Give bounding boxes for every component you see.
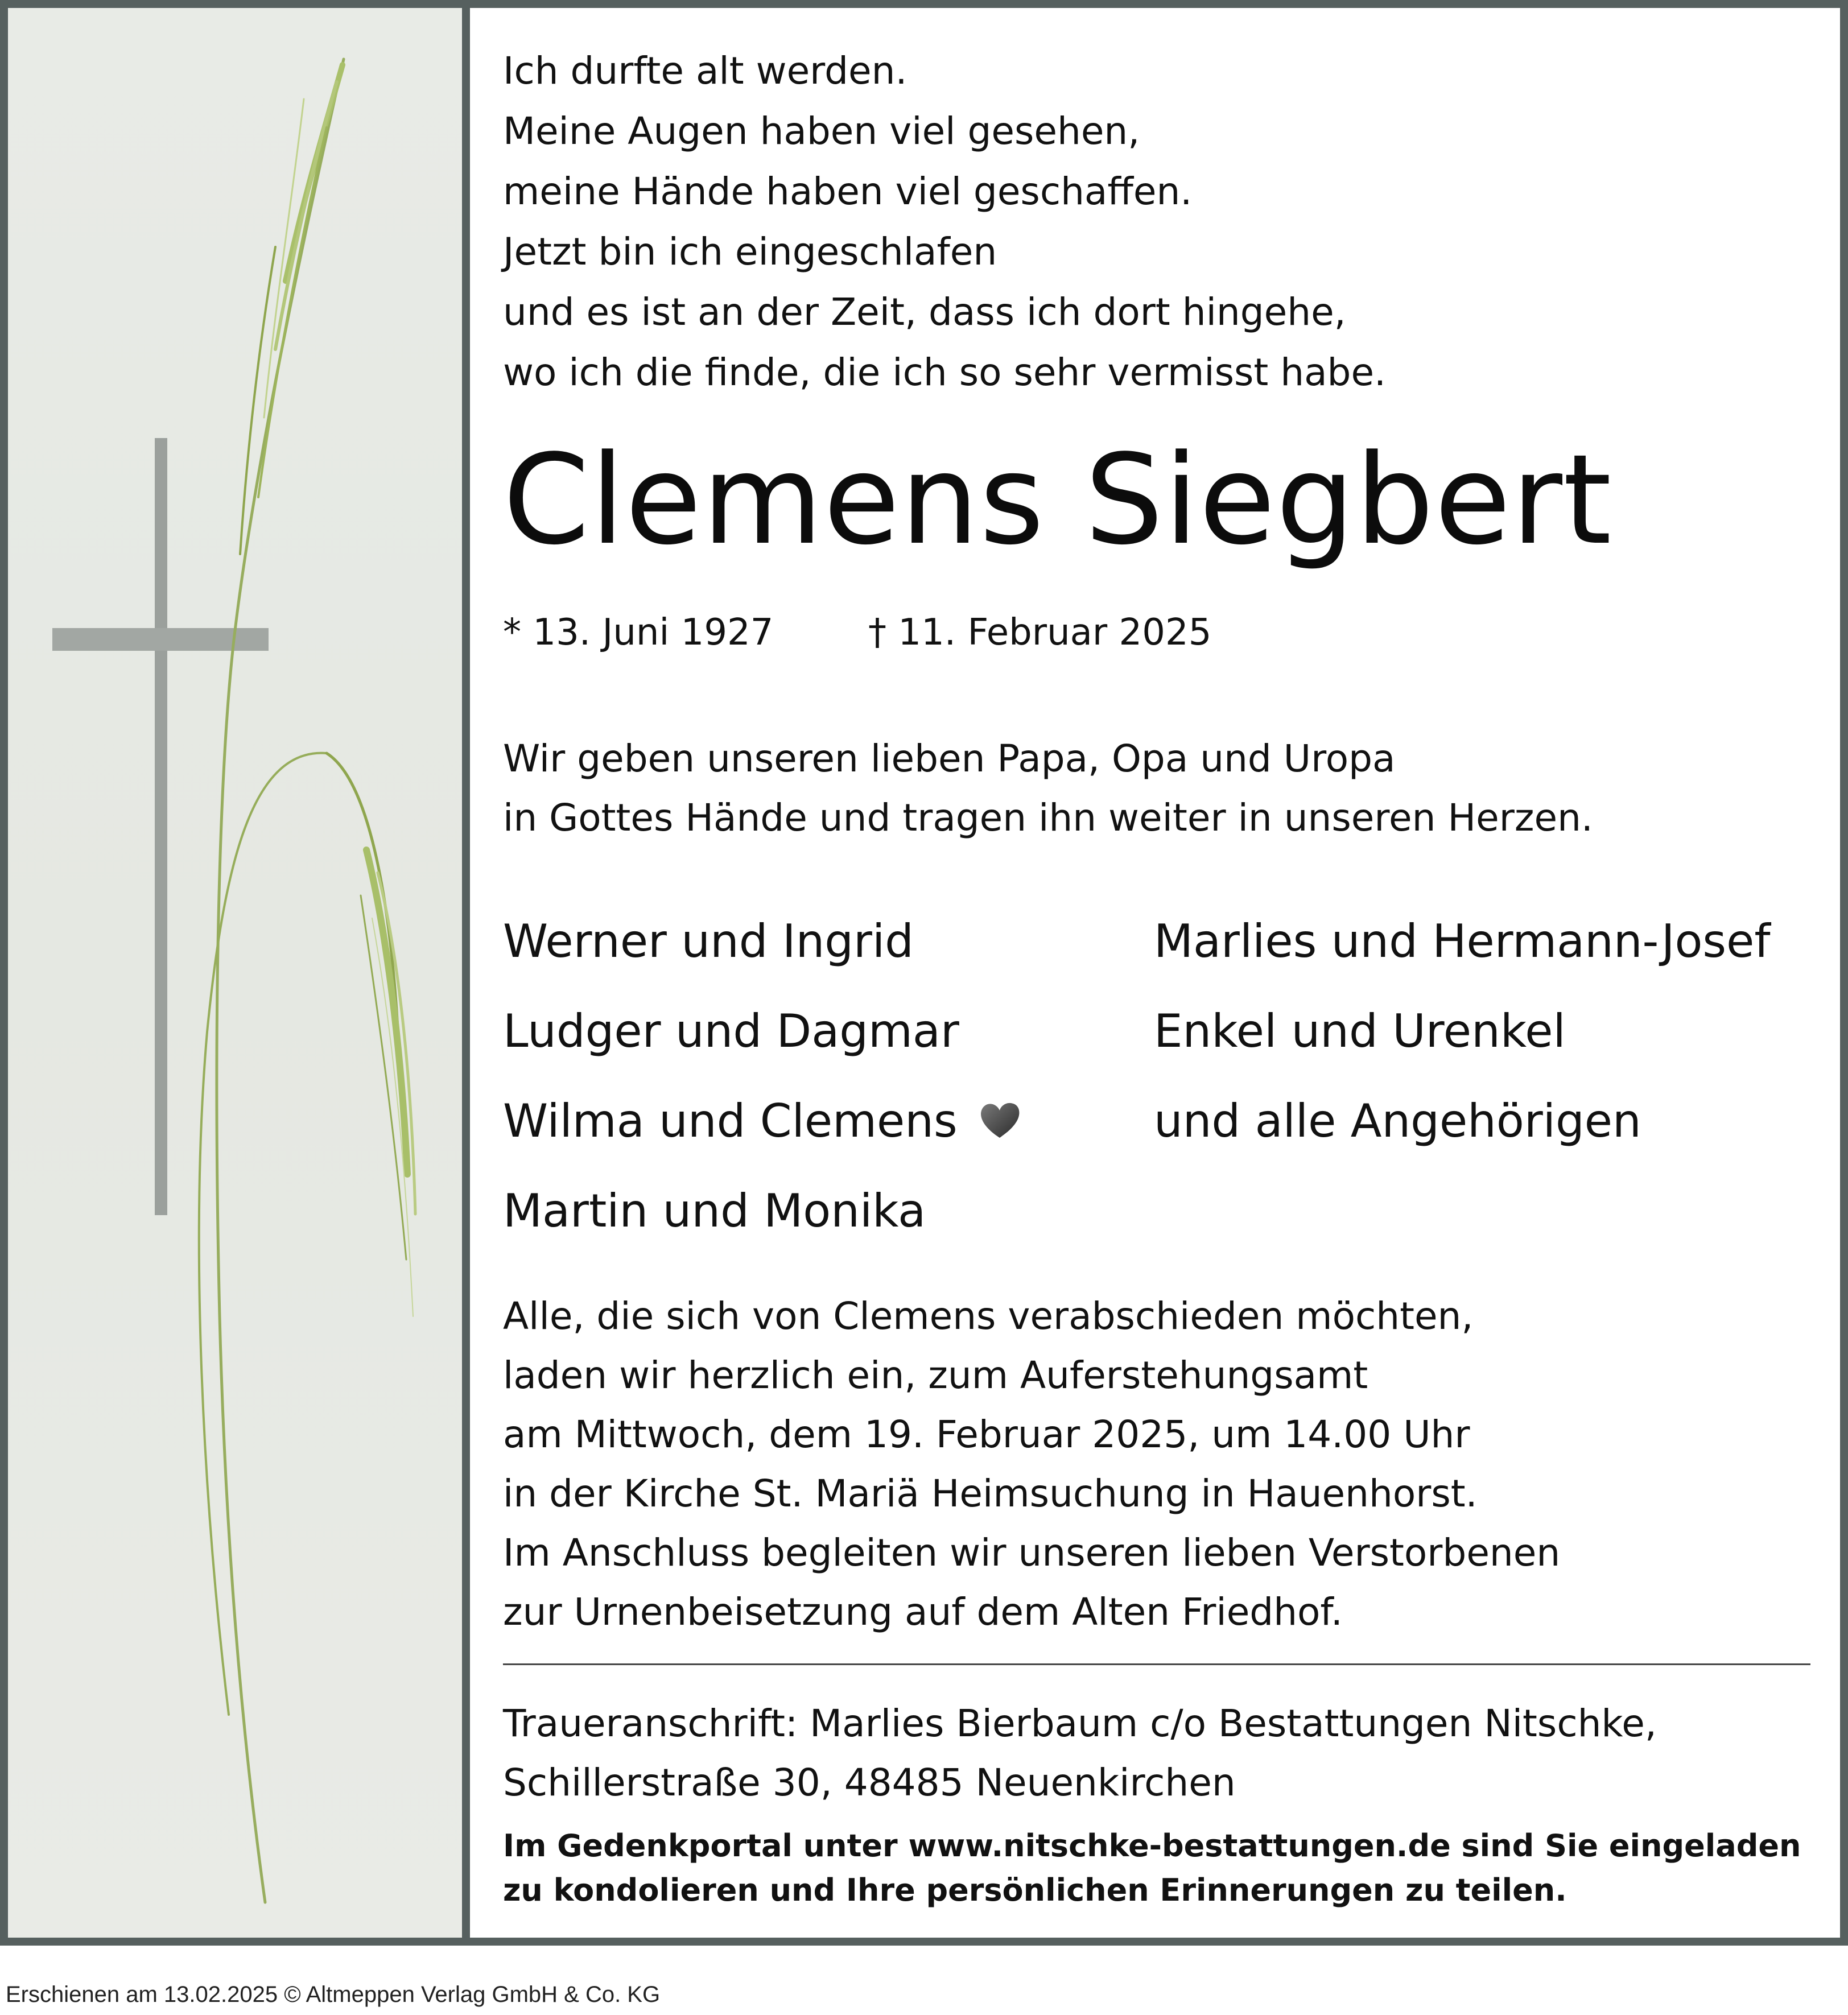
birth-date: * 13. Juni 1927 [503,612,774,654]
invitation-line: Im Anschluss begleiten wir unseren lieben Verstorbenen [503,1531,1561,1575]
address-line: Schillerstraße 30, 48485 Neuenkirchen [503,1761,1236,1805]
family-entry: Ludger und Dagmar [503,1005,959,1058]
cross-icon [52,438,269,1215]
portal-line: zu kondolieren und Ihre persönlichen Erinnerungen zu teilen. [503,1872,1567,1908]
life-dates [503,605,1212,660]
intro-line: in Gottes Hände und tragen ihn weiter in unseren Herzen. [503,796,1593,840]
heart-icon [978,1100,1021,1140]
mourning-address [503,1694,1657,1812]
verse-line: wo ich die finde, die ich so sehr vermisst habe. [503,350,1387,394]
divider-line [503,1663,1810,1665]
verse-line: Ich durfte alt werden. [503,49,908,93]
intro-text [503,729,1593,848]
family-list-right [1154,897,1770,1166]
cross-and-grass-illustration [8,8,462,1938]
intro-line: Wir geben unseren lieben Papa, Opa und Uropa [503,737,1396,781]
family-entry-with-heart [503,1076,1021,1166]
invitation-line: laden wir herzlich ein, zum Auferstehungsamt [503,1353,1368,1397]
publication-footer: Erschienen am 13.02.2025 © Altmeppen Verlag GmbH & Co. KG [6,1982,661,2007]
funeral-invitation [503,1287,1560,1642]
invitation-line: in der Kirche St. Mariä Heimsuchung in Hauenhorst. [503,1472,1478,1516]
family-list-left [503,897,1021,1256]
verse-line: Jetzt bin ich eingeschlafen [503,230,997,274]
portal-line: Im Gedenkportal unter www.nitschke-bestattungen.de sind Sie eingeladen [503,1828,1801,1864]
family-entry: Wilma und Clemens [503,1095,958,1147]
family-entry: Marlies und Hermann-Josef [1154,915,1771,968]
invitation-line: zur Urnenbeisetzung auf dem Alten Friedhof. [503,1590,1343,1634]
deceased-name: Clemens Siegbert [503,428,1612,572]
memorial-verse [503,41,1386,403]
verse-line: meine Hände haben viel geschaffen. [503,170,1193,213]
invitation-line: am Mittwoch, dem 19. Februar 2025, um 14.00 Uhr [503,1413,1470,1456]
grass-stalk-illustration [199,59,415,1902]
decorative-image-panel [8,8,462,1938]
panel-divider [462,8,470,1938]
address-line: Traueranschrift: Marlies Bierbaum c/o Bestattungen Nitschke, [503,1702,1657,1745]
invitation-line: Alle, die sich von Clemens verabschieden möchten, [503,1294,1474,1338]
death-date: † 11. Februar 2025 [868,612,1212,654]
memorial-portal-note [503,1824,1801,1913]
family-entry: Werner und Ingrid [503,915,914,968]
family-entry: Enkel und Urenkel [1154,1005,1566,1058]
verse-line: und es ist an der Zeit, dass ich dort hingehe, [503,290,1346,334]
family-entry: und alle Angehörigen [1154,1095,1641,1147]
family-entry: Martin und Monika [503,1184,926,1237]
verse-line: Meine Augen haben viel gesehen, [503,109,1140,153]
